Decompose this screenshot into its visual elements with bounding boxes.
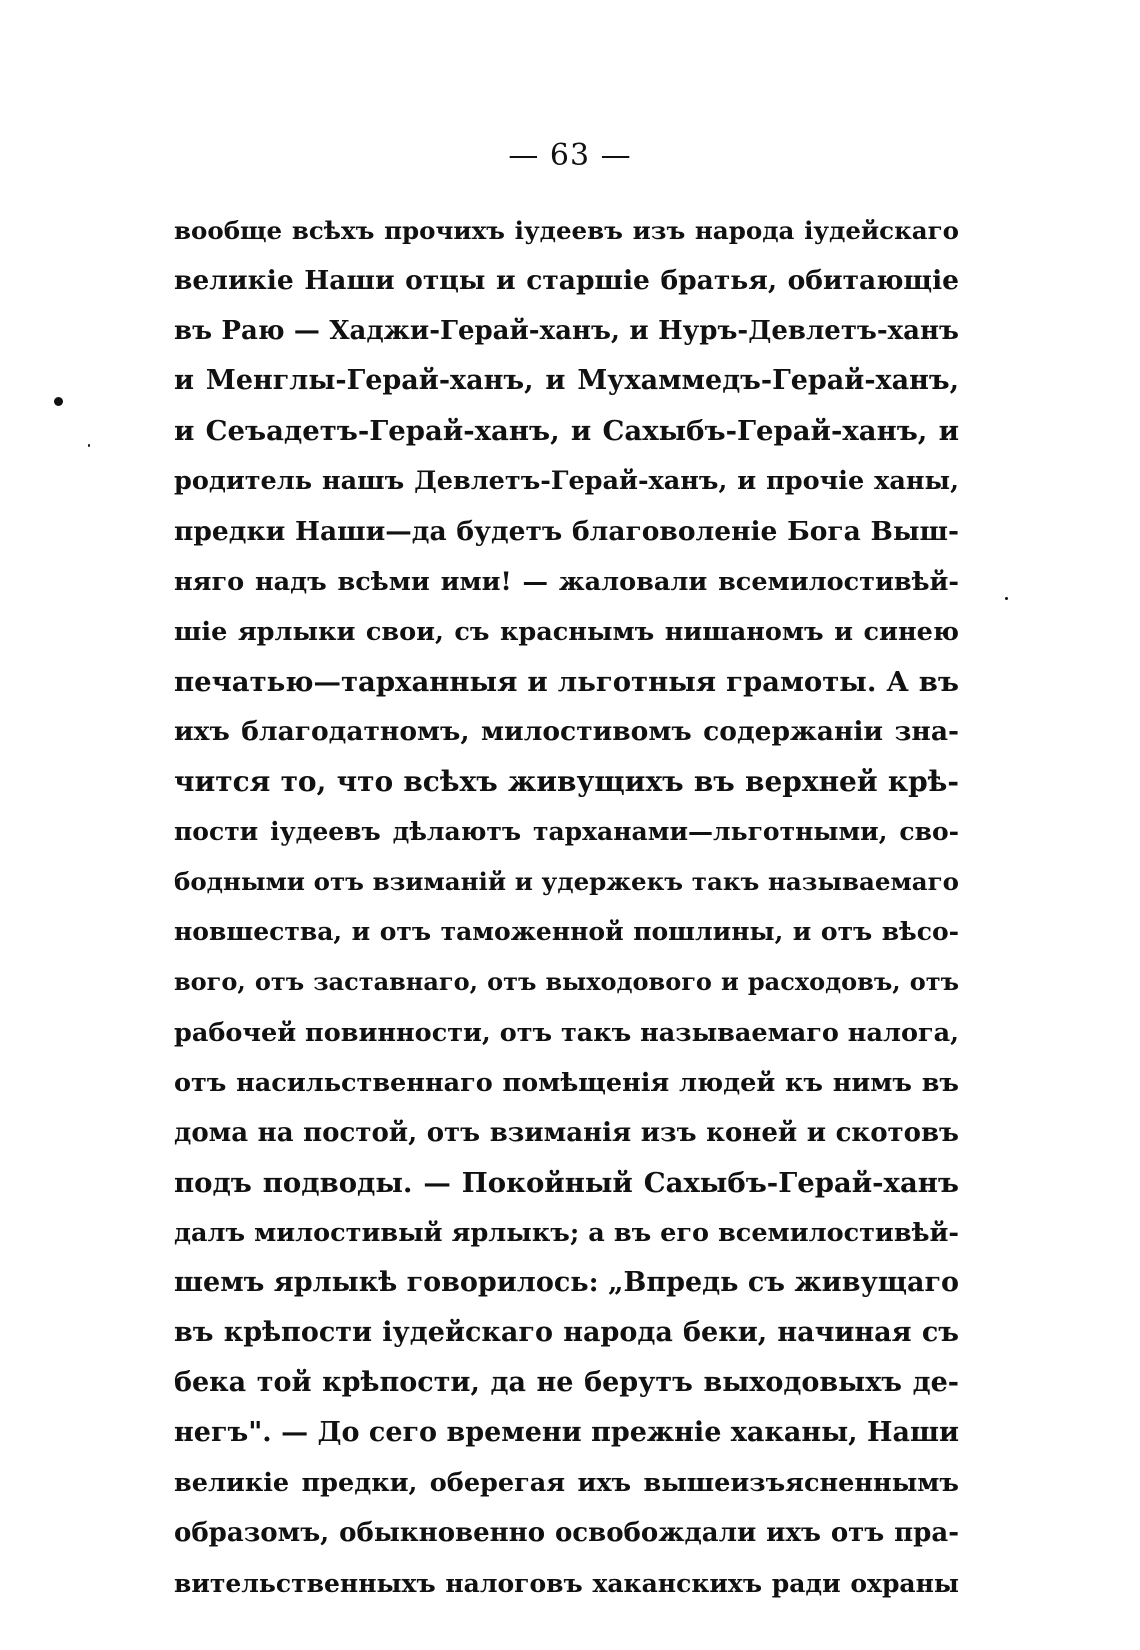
text-line: предки Наши—да будетъ благоволеніе Бога Выш- xyxy=(174,515,959,547)
text-line: дома на постой, отъ взиманія изъ коней и скотовъ xyxy=(174,1117,959,1148)
text-line: пости іудеевъ дѣлаютъ тарханами—льготными, сво- xyxy=(174,817,959,847)
text-line: рабочей повинности, отъ такъ называемаго налога, xyxy=(174,1017,959,1048)
text-line: шіе ярлыки свои, съ краснымъ нишаномъ и синею xyxy=(174,616,959,647)
text-line: печатью—тарханныя и льготныя грамоты. А въ xyxy=(174,665,959,698)
text-line: родитель нашъ Девлетъ-Герай-ханъ, и прочіе ханы, xyxy=(174,466,959,497)
text-line: вообще всѣхъ прочихъ іудеевъ изъ народа іудейскаго xyxy=(174,216,959,245)
ink-speck xyxy=(88,444,90,447)
text-line: чится то, что всѣхъ живущихъ въ верхней крѣ- xyxy=(174,765,959,799)
ink-speck xyxy=(1005,597,1008,600)
text-line: бека той крѣпости, да не берутъ выходовыхъ де- xyxy=(174,1367,959,1399)
ink-speck xyxy=(54,397,63,406)
text-line: вого, отъ заставнаго, отъ выходового и расходовъ, отъ xyxy=(174,967,959,997)
text-line: новшества, и отъ таможенной пошлины, и отъ вѣсо- xyxy=(174,917,959,947)
page-number: — 63 — xyxy=(508,138,632,173)
text-line: шемъ ярлыкѣ говорилось: „Впредь съ живущаго xyxy=(174,1266,959,1298)
text-line: и Менглы-Герай-ханъ, и Мухаммедъ-Герай-ханъ, xyxy=(174,365,959,397)
text-line: подъ подводы. — Покойный Сахыбъ-Герай-ханъ xyxy=(174,1166,959,1199)
text-line: далъ милостивый ярлыкъ; а въ его всемилостивѣй- xyxy=(174,1217,959,1248)
text-line: отъ насильственнаго помѣщенія людей къ нимъ въ xyxy=(174,1067,959,1098)
text-line: великіе Наши отцы и старшіе братья, обитающіе xyxy=(174,265,959,297)
text-line: ихъ благодатномъ, милостивомъ содержаніи зна- xyxy=(174,715,959,747)
body-text xyxy=(174,206,959,1609)
text-line: вительственныхъ налоговъ хаканскихъ ради охраны xyxy=(174,1568,959,1598)
text-line: въ Раю — Хаджи-Герай-ханъ, и Нуръ-Девлетъ-ханъ xyxy=(174,316,959,347)
text-line: и Сеъадетъ-Герай-ханъ, и Сахыбъ-Герай-ханъ, и xyxy=(174,415,959,448)
text-line: няго надъ всѣми ими! — жаловали всемилостивѣй- xyxy=(174,566,959,597)
text-line: въ крѣпости іудейскаго народа беки, начиная съ xyxy=(174,1317,959,1349)
text-line: образомъ, обыкновенно освобождали ихъ отъ пра- xyxy=(174,1518,959,1549)
text-line: бодными отъ взиманій и удержекъ такъ называемаго xyxy=(174,867,959,897)
text-line: великіе предки, оберегая ихъ вышеизъясненнымъ xyxy=(174,1468,959,1499)
text-line: негъ". — До сего времени прежніе хаканы, Наши xyxy=(174,1417,959,1449)
